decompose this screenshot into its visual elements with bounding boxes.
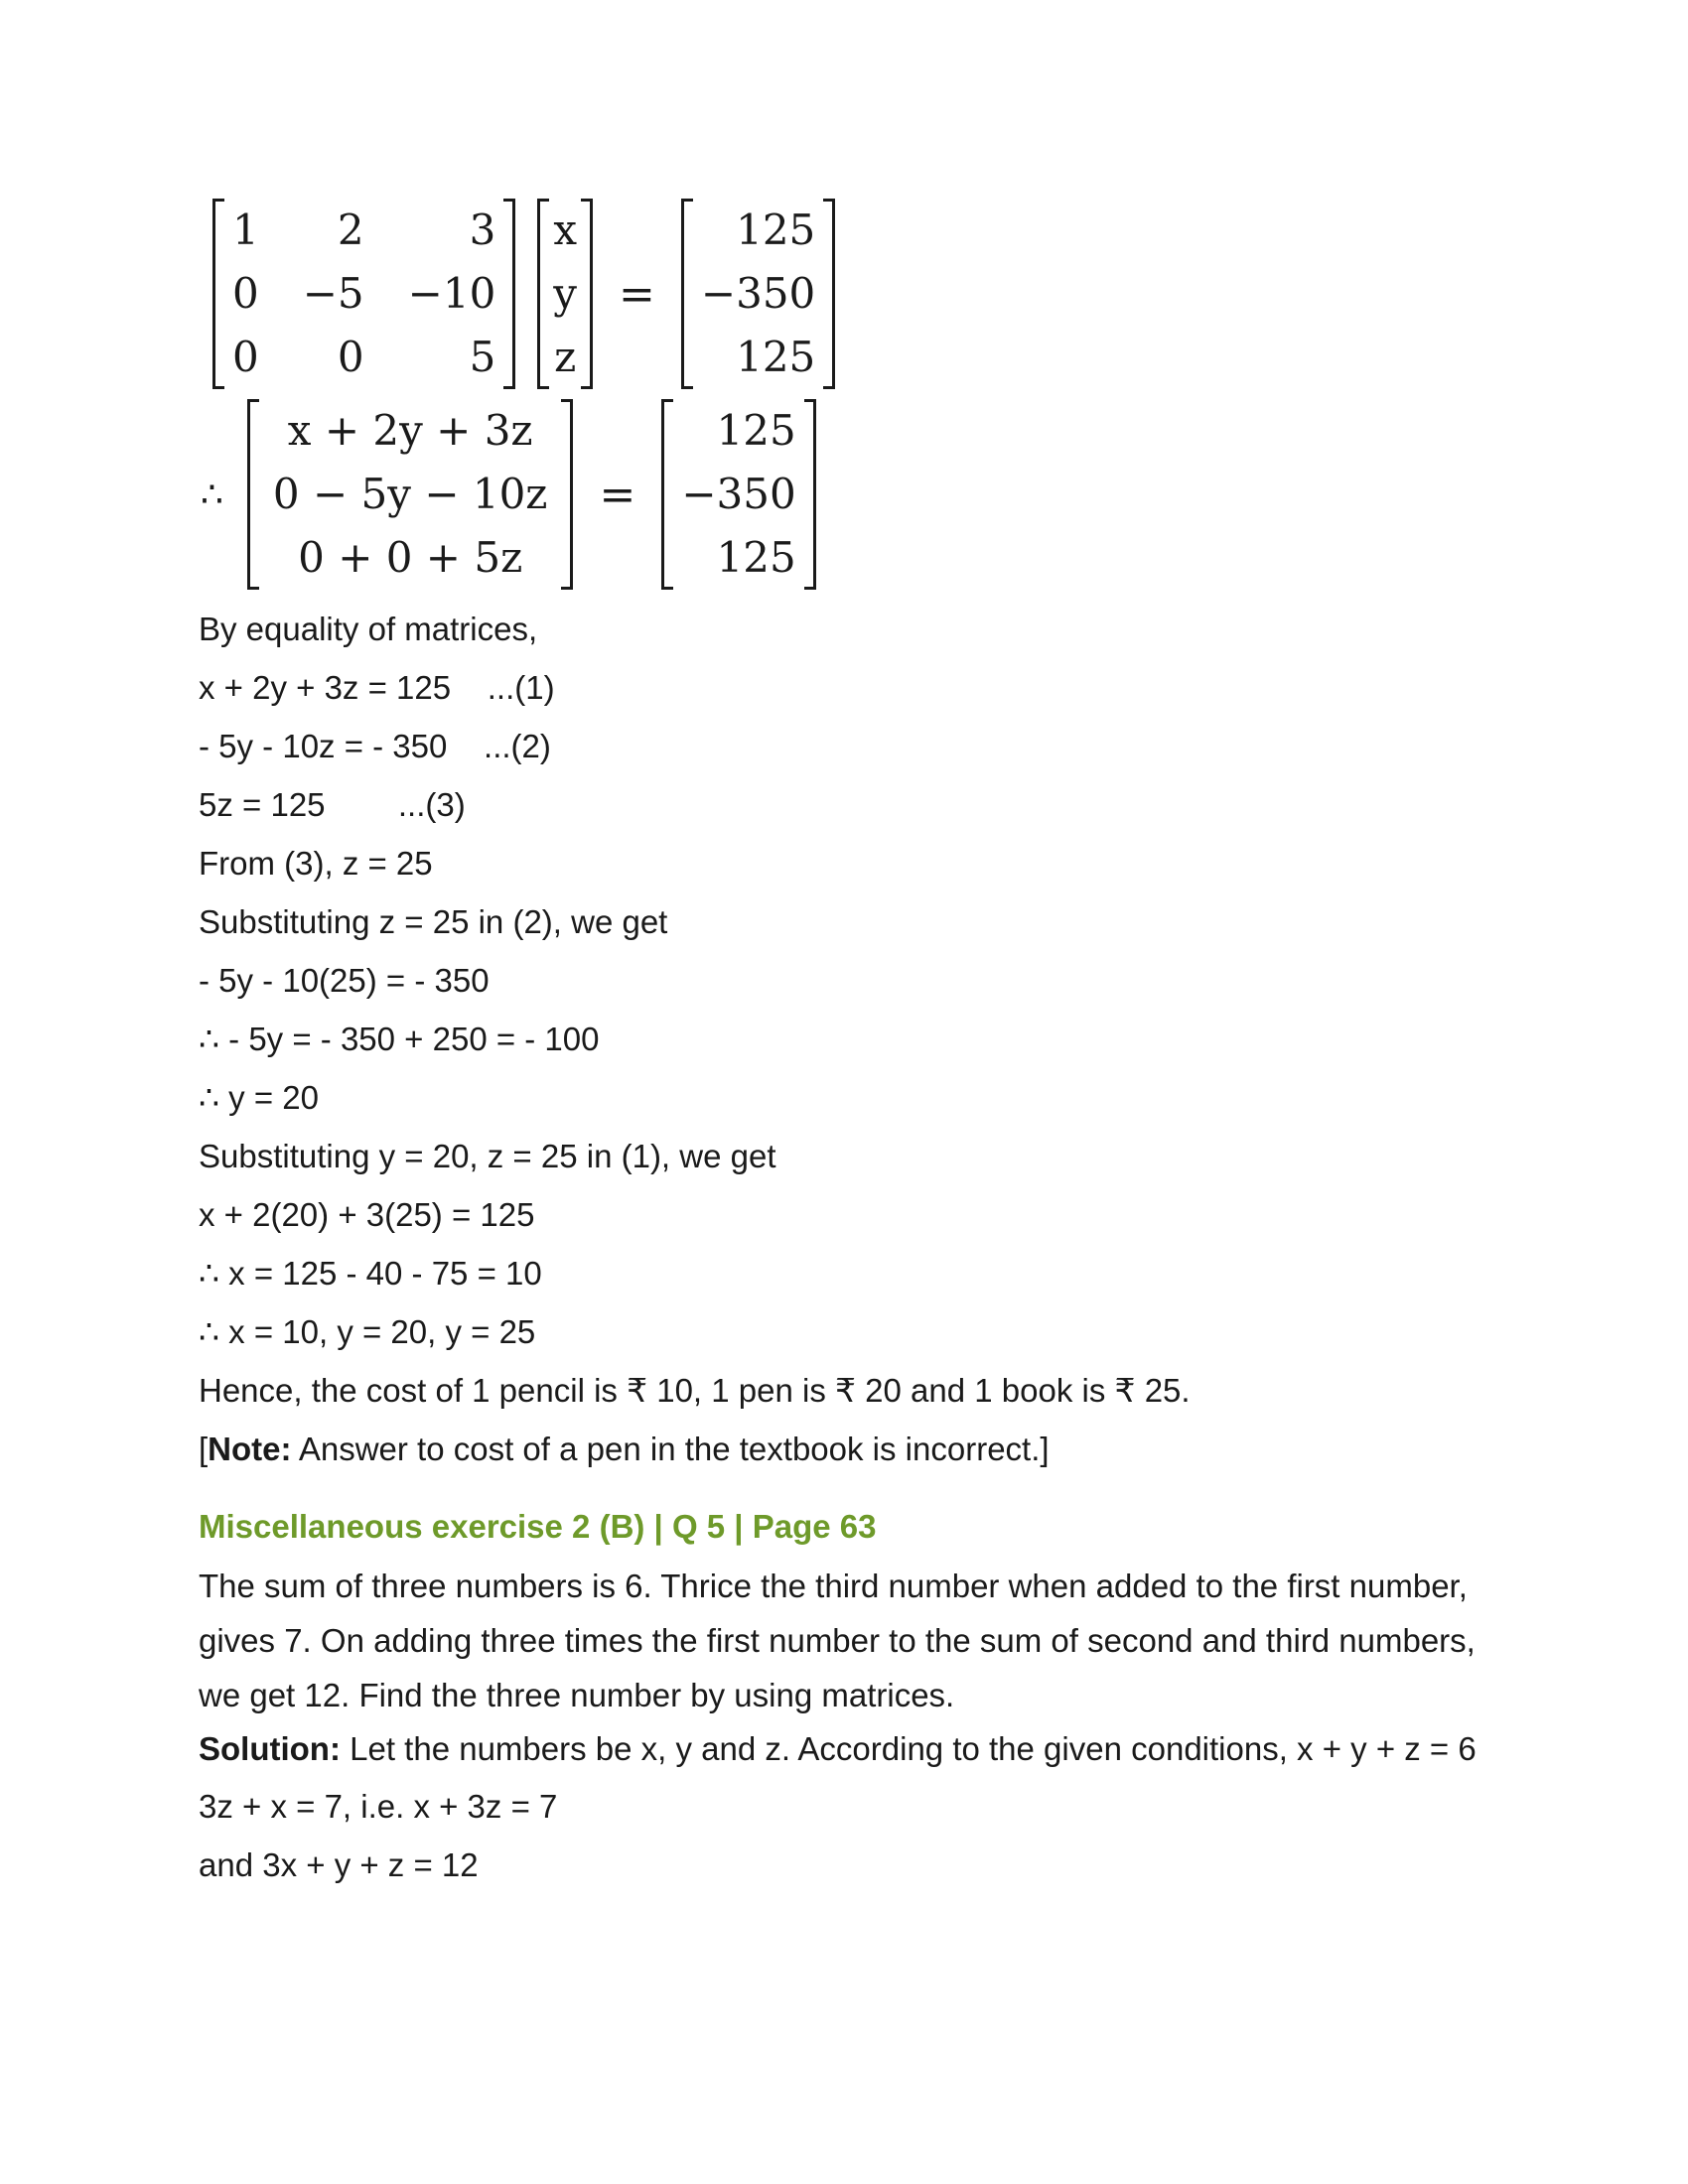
question-section [199,1507,1489,1885]
matrix-cell: z [554,333,577,381]
matrix-cell: y [553,269,578,318]
solution-line: From (3), z = 25 [199,845,433,882]
solution-line: 3z + x = 7, i.e. x + 3z = 7 [199,1788,558,1825]
matrix-cell: 125 [716,533,796,582]
solution-line: ∴ x = 125 - 40 - 75 = 10 [199,1255,542,1292]
lhs-vector [247,399,574,590]
equals-sign: = [619,268,655,320]
solution-line: Substituting z = 25 in (2), we get [199,903,668,940]
note-line [199,1430,1489,1469]
matrix-cell: −350 [681,470,796,518]
document-page [199,199,1489,1885]
solution-intro-text: Let the numbers be x, y and z. According to the given conditions, x + y + z = 6 [340,1730,1477,1767]
solution-line: x + 2(20) + 3(25) = 125 [199,1196,535,1233]
matrix-equation-1 [212,199,1489,389]
therefore-symbol: ∴ [201,474,223,515]
matrix-cell: 125 [736,333,816,381]
variable-vector [537,199,593,389]
matrix-cell: 0 − 5y − 10z [272,470,548,518]
solution-line: ∴ x = 10, y = 20, y = 25 [199,1313,536,1350]
solution-line: and 3x + y + z = 12 [199,1846,479,1883]
note-text: Answer to cost of a pen in the textbook is incorrect.] [291,1431,1050,1467]
matrix-cell: 0 [232,269,259,318]
solution-line: ∴ y = 20 [199,1079,319,1116]
equals-sign: = [599,469,636,520]
matrix-cell: 5 [469,333,496,381]
question-heading: Miscellaneous exercise 2 (B) | Q 5 | Page 63 [199,1508,877,1545]
solution-steps [199,610,1489,1469]
matrix-cell: 2 [337,205,364,254]
coefficient-matrix [212,199,515,389]
note-label: Note: [208,1431,292,1467]
solution-label: Solution: [199,1730,341,1767]
solution-line: Substituting y = 20, z = 25 in (1), we get [199,1138,776,1174]
solution-line: ∴ - 5y = - 350 + 250 = - 100 [199,1021,600,1057]
solution-line: - 5y - 10(25) = - 350 [199,962,490,999]
constant-vector [681,199,835,389]
solution-line: x + 2y + 3z = 125 ...(1) [199,669,555,706]
matrix-cell: −10 [407,269,496,318]
matrix-cell: −5 [302,269,364,318]
solution-intro [199,1730,1489,1768]
question-text: The sum of three numbers is 6. Thrice the third number when added to the first number, gives 7. On adding three times the first number to the sum of second and third numbers, we get 12. Find the three number by using matrices. [199,1568,1476,1713]
matrix-cell: x [553,205,577,254]
matrix-equation-2 [199,399,1489,590]
solution-line: - 5y - 10z = - 350 ...(2) [199,728,551,764]
matrix-cell: 3 [469,205,496,254]
note-open-bracket: [ [199,1431,209,1467]
matrix-cell: 0 [337,333,364,381]
solution-line: Hence, the cost of 1 pencil is ₹ 10, 1 pen is ₹ 20 and 1 book is ₹ 25. [199,1372,1191,1409]
matrix-cell: 125 [716,406,796,455]
matrix-cell: 0 [232,333,259,381]
solution-line: 5z = 125 ...(3) [199,786,466,823]
rhs-vector [661,399,815,590]
matrix-cell: 125 [736,205,816,254]
solution-line: By equality of matrices, [199,611,538,647]
matrix-cell: x + 2y + 3z [287,406,533,455]
matrix-cell: 0 + 0 + 5z [298,533,523,582]
matrix-cell: 1 [232,205,259,254]
matrix-cell: −350 [700,269,816,318]
